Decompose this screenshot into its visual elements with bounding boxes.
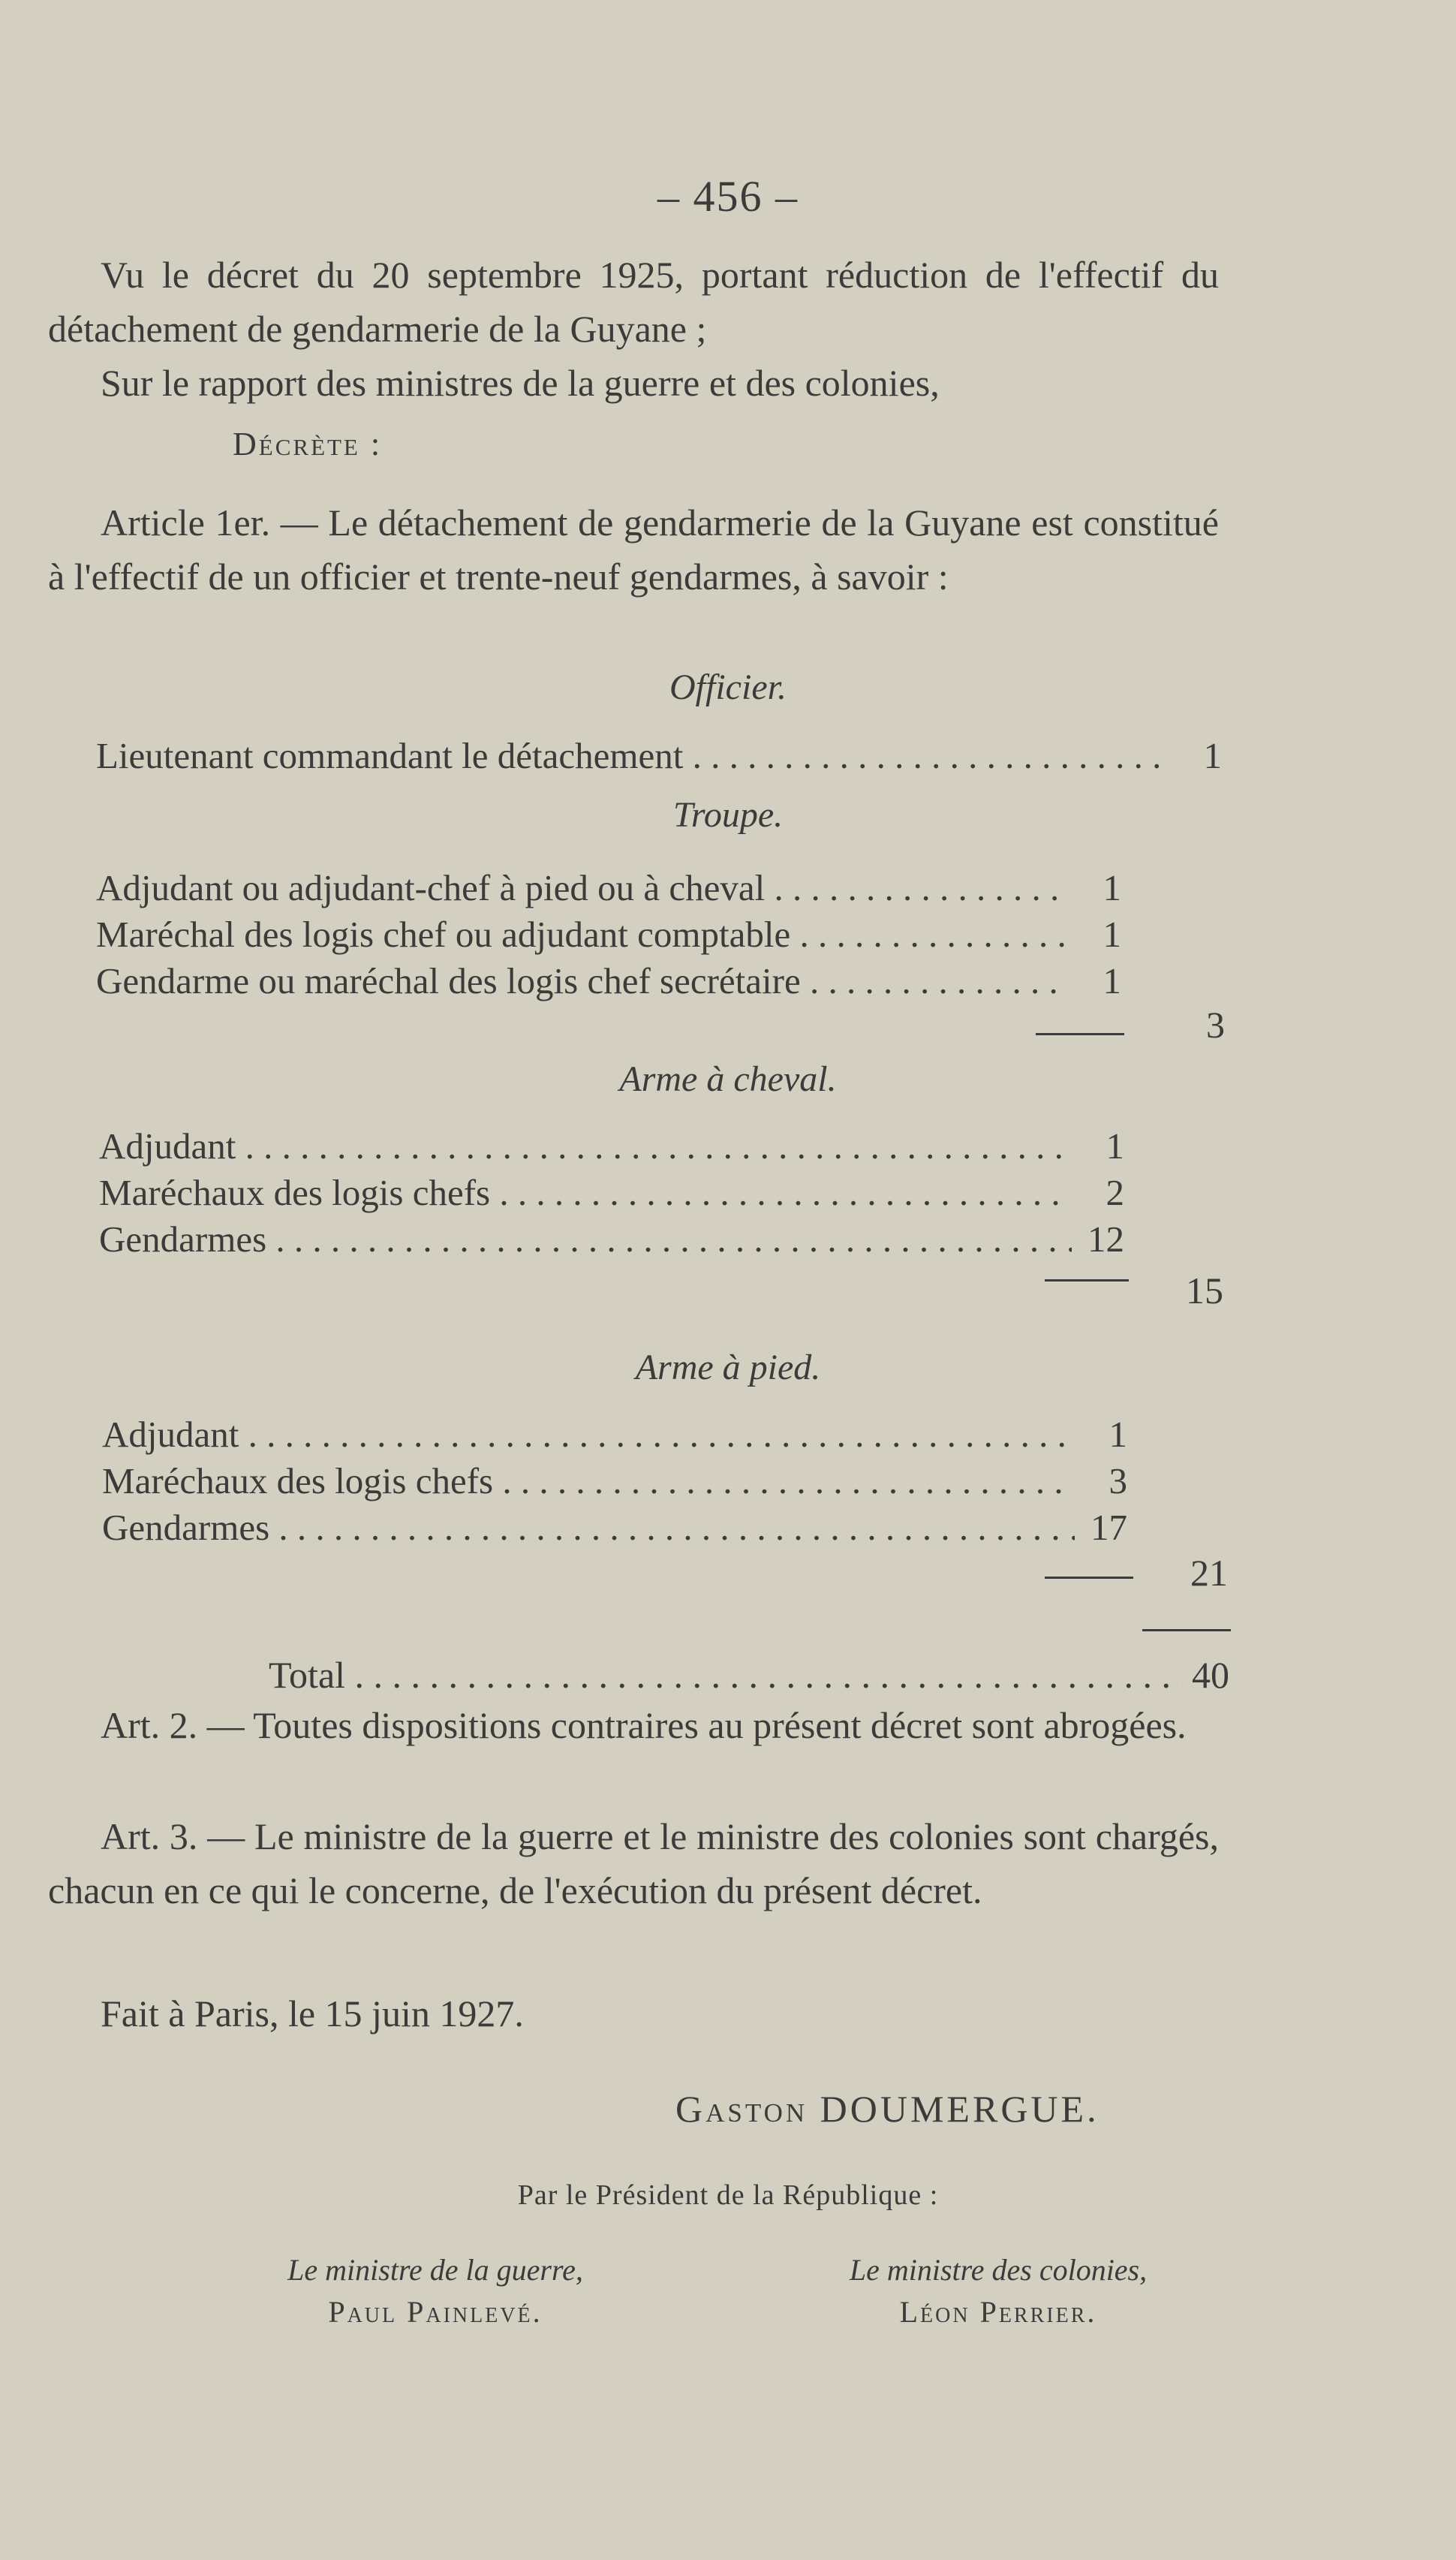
table-row — [99, 1123, 1124, 1170]
total-value: 40 — [1192, 1654, 1229, 1696]
total-row — [269, 1653, 1229, 1703]
table-row — [96, 865, 1121, 911]
row-label: Lieutenant commandant le détachement . . . — [96, 733, 1169, 779]
article-2: Art. 2. — Toutes dispositions contraires au présent décret sont abrogées. — [101, 1704, 1187, 1746]
row-value: 1 — [1103, 914, 1121, 955]
row-value: 1 — [1103, 960, 1121, 1001]
minister-colonies-name: Léon Perrier. — [899, 2295, 1097, 2329]
decrete-heading: Décrète : — [233, 426, 383, 462]
article-3: Art. 3. — Le ministre de la guerre et le ministre des colonies sont chargés, chacun en ce qui le concerne, de l'exécution du présent décret. — [48, 1815, 1219, 1911]
row-label: Maréchaux des logis chefs . . . — [99, 1170, 1072, 1216]
subtotal-rule — [1045, 1577, 1133, 1579]
table-row — [96, 958, 1121, 1004]
article-1: Article 1er. — Le détachement de gendarmerie de la Guyane est constitué à l'effectif de un officier et trente-neuf gendarmes, à savoir : — [48, 501, 1219, 598]
minister-guerre — [150, 2249, 720, 2333]
row-value: 2 — [1106, 1172, 1124, 1213]
subtotal-rule — [1045, 1279, 1129, 1282]
minister-colonies — [713, 2249, 1283, 2333]
section-heading-troupe: Troupe. — [672, 795, 784, 835]
par-le-president: Par le Président de la République : — [517, 2179, 939, 2211]
table-row — [96, 911, 1121, 958]
section-heading-cheval: Arme à cheval. — [619, 1059, 837, 1099]
row-label: Gendarme ou maréchal des logis chef secrétaire . . . — [96, 958, 1069, 1004]
preamble-sur: Sur le rapport des ministres de la guerre et des colonies, — [101, 362, 940, 404]
table-row — [96, 733, 1222, 779]
total-label: Total . . . — [269, 1653, 1183, 1697]
table-row — [102, 1504, 1127, 1551]
total-rule — [1142, 1629, 1231, 1631]
row-label: Adjudant . . . — [99, 1123, 1072, 1170]
fait-a-paris: Fait à Paris, le 15 juin 1927. — [101, 1992, 524, 2034]
row-label: Gendarmes . . . — [99, 1216, 1072, 1263]
row-label: Adjudant . . . — [102, 1411, 1075, 1458]
minister-guerre-name: Paul Painlevé. — [328, 2295, 543, 2329]
table-row — [99, 1216, 1124, 1263]
row-value: 3 — [1109, 1460, 1127, 1501]
row-value: 1 — [1203, 735, 1222, 776]
subtotal-troupe: 3 — [1206, 1004, 1225, 1046]
row-value: 1 — [1109, 1414, 1127, 1455]
preamble-vu: Vu le décret du 20 septembre 1925, portant réduction de l'effectif du détachement de gendarmerie de la Guyane ; — [48, 254, 1219, 350]
row-label: Adjudant ou adjudant-chef à pied ou à cheval . . . — [96, 865, 1069, 911]
table-row — [102, 1458, 1127, 1504]
row-label: Maréchal des logis chef ou adjudant comptable . . . — [96, 911, 1069, 958]
section-heading-officier: Officier. — [669, 667, 787, 707]
subtotal-rule — [1036, 1033, 1124, 1035]
section-heading-pied: Arme à pied. — [635, 1348, 821, 1387]
row-value: 1 — [1103, 867, 1121, 908]
table-row — [102, 1411, 1127, 1458]
page-number: – 456 – — [657, 172, 799, 221]
minister-guerre-role: Le ministre de la guerre, — [287, 2253, 583, 2287]
row-value: 17 — [1090, 1507, 1127, 1548]
minister-colonies-role: Le ministre des colonies, — [849, 2253, 1148, 2287]
row-value: 12 — [1087, 1218, 1124, 1260]
row-label: Maréchaux des logis chefs . . . — [102, 1458, 1075, 1504]
subtotal-cheval: 15 — [1186, 1269, 1223, 1312]
subtotal-pied: 21 — [1190, 1552, 1228, 1594]
table-row — [99, 1170, 1124, 1216]
row-value: 1 — [1106, 1125, 1124, 1167]
row-label: Gendarmes . . . — [102, 1504, 1075, 1551]
signature-president: Gaston DOUMERGUE. — [675, 2088, 1100, 2130]
